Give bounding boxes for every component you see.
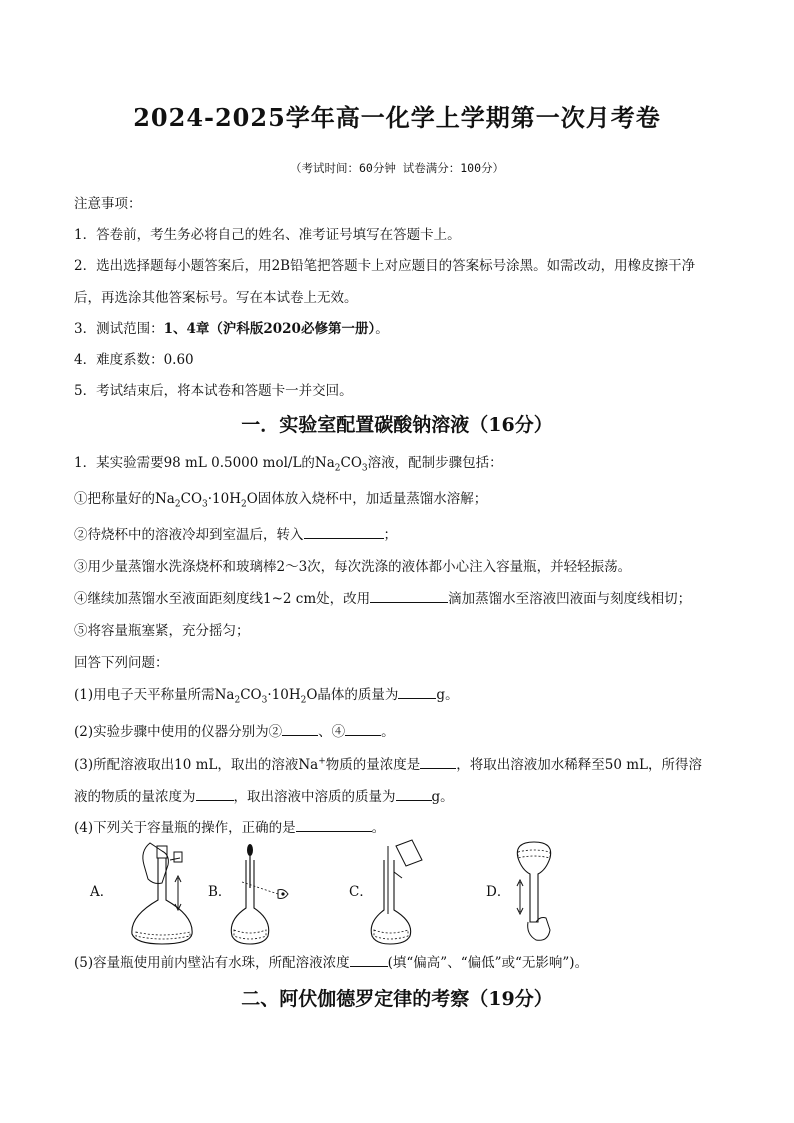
answer-intro: 回答下列问题： (74, 655, 169, 671)
part-1-text: ·10H (267, 687, 301, 703)
section-2-heading: 二、阿伏伽德罗定律的考察（19分） (241, 988, 553, 1010)
step-3: ③用少量蒸馏水洗涤烧杯和玻璃棒2～3次，每次洗涤的液体都小心注入容量瓶，并轻轻振荡。 (74, 559, 632, 575)
part-3-text: 液的物质的量浓度为 (74, 789, 196, 805)
exam-info: （考试时间：60分钟 试卷满分：100分） (289, 161, 505, 175)
page-title: 2024-2025学年高一化学上学期第一次月考卷 (133, 103, 661, 132)
notice-heading: 注意事项： (74, 196, 142, 212)
part-2-text: (2)实验步骤中使用的仪器分别为② (74, 724, 283, 740)
step-2 (74, 523, 397, 543)
option-c-flask-figure (362, 838, 472, 948)
part-5-text: (填“偏高”、“偏低”或“无影响”)。 (387, 955, 589, 971)
step-1-text: O固体放入烧杯中，加适量蒸馏水溶解； (246, 491, 488, 507)
notice-item-4: 4．难度系数：0.60 (74, 352, 194, 368)
part-1-text: g。 (436, 687, 459, 703)
notice-item-2: 2．选出选择题每小题答案后，用2B铅笔把答题卡上对应题目的答案标号涂黑。如需改动，用橡皮擦干净 (74, 258, 696, 274)
part-2-text: 、④ (318, 724, 346, 740)
step-1-text: ①把称量好的Na (74, 491, 175, 507)
step-1: ①把称量好的$Na_2CO_3\cdot 10H_2O$固体放入烧杯中，加适量蒸馏水溶解； (74, 491, 488, 510)
q1-text: CO (340, 455, 362, 471)
answer-blank[interactable] (398, 685, 436, 699)
answer-blank[interactable] (304, 525, 384, 539)
notice-item-1: 1．答卷前，考生务必将自己的姓名、准考证号填写在答题卡上。 (74, 227, 461, 243)
part-2-text: 。 (381, 724, 395, 740)
section-1-heading: 一．实验室配置碳酸钠溶液（16分） (241, 414, 553, 436)
notice-item-5: 5．考试结束后，将本试卷和答题卡一并交回。 (74, 383, 353, 399)
part-4-text: (4)下列关于容量瓶的操作，正确的是 (74, 820, 296, 836)
notice-item-3 (74, 317, 389, 337)
part-1-text: O晶体的质量为 (306, 687, 399, 703)
step-1-text: ·10H (207, 491, 241, 507)
step-5: ⑤将容量瓶塞紧，充分摇匀； (74, 623, 250, 639)
answer-blank[interactable] (420, 755, 456, 769)
option-b-label: B． (208, 884, 232, 900)
option-d-label: D． (486, 884, 511, 900)
part-5-text: (5)容量瓶使用前内壁沾有水珠，所配溶液浓度 (74, 955, 350, 971)
part-4 (74, 816, 385, 836)
q1-text: 溶液，配制步骤包括： (367, 455, 503, 471)
part-3-cont (74, 785, 454, 805)
notice-item-3-scope: 1、4章（沪科版2020必修第一册） (163, 321, 376, 337)
notice-item-3-suffix: 。 (375, 321, 389, 337)
answer-blank[interactable] (296, 818, 372, 832)
answer-blank[interactable] (370, 589, 448, 603)
step-4 (74, 587, 691, 607)
notice-item-2-cont: 后，再选涂其他答案标号。写在本试卷上无效。 (74, 290, 358, 306)
part-1: (1)用电子天平称量所需$Na_2CO_3\cdot 10H_2O$晶体的质量为 g。 (74, 687, 459, 706)
answer-blank[interactable] (345, 722, 381, 736)
part-2 (74, 720, 395, 740)
part-3-text: ，取出溶液中溶质的质量为 (233, 789, 396, 805)
answer-blank[interactable] (282, 722, 318, 736)
option-a-flask-figure (110, 838, 220, 948)
part-1-text: (1)用电子天平称量所需Na (74, 687, 235, 703)
option-b-flask-figure (218, 838, 328, 948)
answer-blank[interactable] (350, 953, 388, 967)
part-4-text: 。 (371, 820, 386, 836)
part-5 (74, 951, 588, 971)
option-d-flask-figure (500, 838, 610, 948)
answer-blank[interactable] (196, 787, 234, 801)
step-2-text: ②待烧杯中的溶液冷却到室温后，转入 (74, 527, 304, 543)
notice-item-3-prefix: 3．测试范围： (74, 321, 164, 337)
part-3-text: 物质的量浓度是 (325, 757, 421, 773)
step-2-text: ； (383, 527, 397, 543)
question-1-intro: 1．某实验需要98 mL 0.5000 mol/L的$Na_2CO_3$溶液，配制步骤包括： (74, 455, 503, 474)
part-3-text: g。 (431, 789, 454, 805)
option-c-label: C． (349, 884, 373, 900)
option-a-label: A． (90, 884, 114, 900)
part-3 (74, 753, 702, 773)
step-1-text: CO (180, 491, 203, 507)
part-3-sup: + (318, 756, 326, 767)
part-3-text: (3)所配溶液取出10 mL，取出的溶液Na (74, 757, 319, 773)
q1-text: 1．某实验需要98 mL 0.5000 mol/L的Na (74, 455, 335, 471)
part-1-text: CO (240, 687, 262, 703)
step-4-text: 滴加蒸馏水至溶液凹液面与刻度线相切； (448, 591, 692, 607)
answer-blank[interactable] (396, 787, 432, 801)
step-4-text: ④继续加蒸馏水至液面距刻度线1~2 cm处，改用 (74, 591, 371, 607)
part-3-text: ，将取出溶液加水稀释至50 mL，所得溶 (456, 757, 703, 773)
